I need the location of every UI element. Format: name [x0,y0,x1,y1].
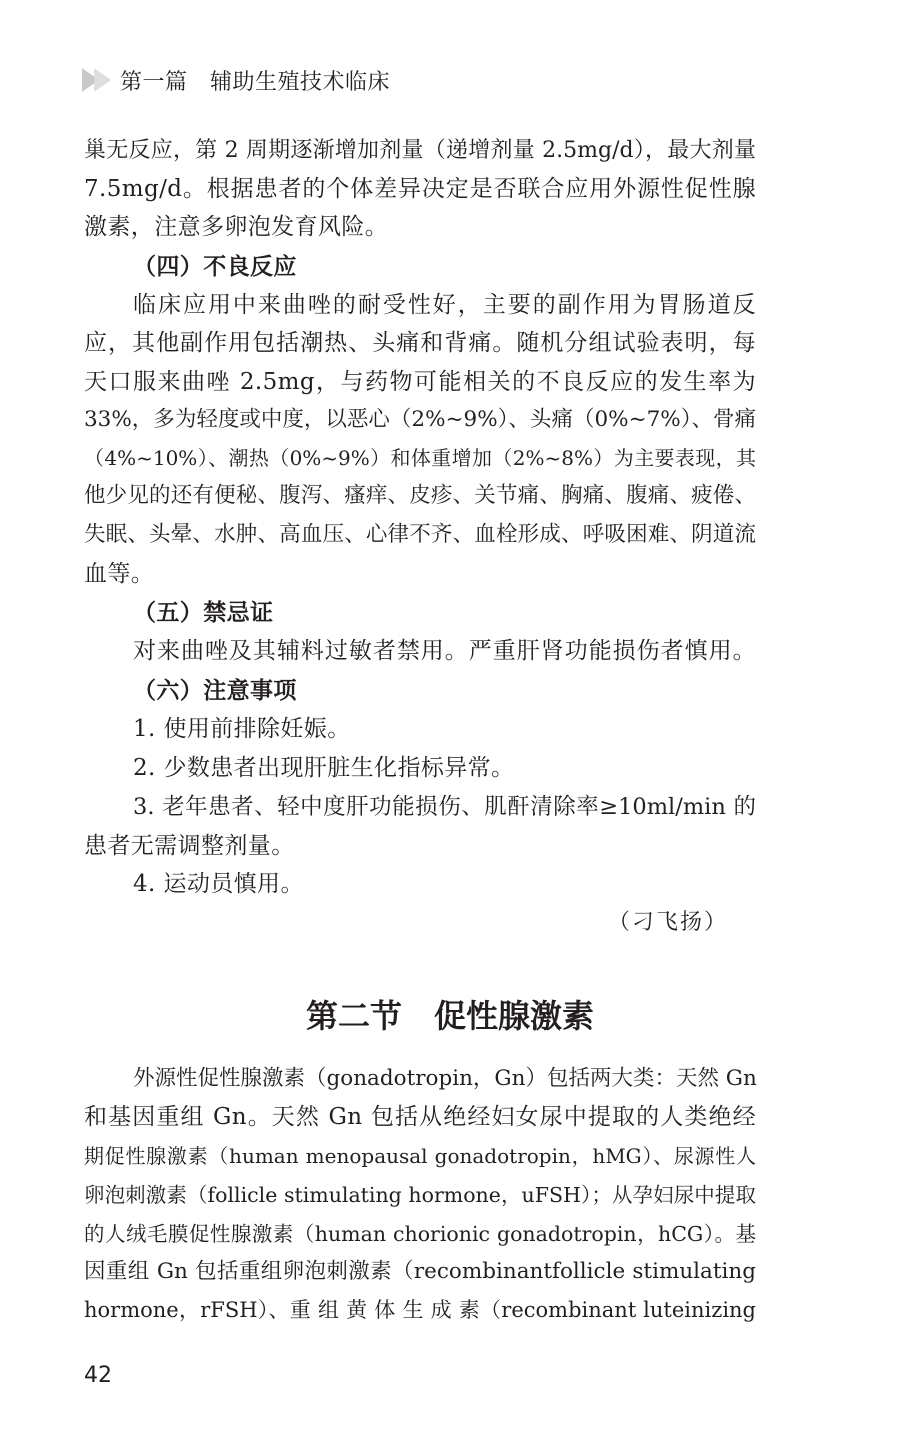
list-item: 1. 使用前排除妊娠。 [133,716,351,742]
list-item: 2. 少数患者出现肝脏生化指标异常。 [133,755,515,781]
section-title: 第二节 促性腺激素 [305,997,594,1035]
running-header [82,62,390,98]
running-title: 第一篇 辅助生殖技术临床 [120,69,391,95]
paragraph-line: 他少见的还有便秘、腹泻、瘙痒、皮疹、关节痛、胸痛、腹痛、疲倦、 [84,483,756,508]
list-item: 4. 运动员慎用。 [133,871,304,897]
paragraph-line: 卵泡刺激素（follicle stimulating hormone，uFSH）；从孕妇尿中提取 [84,1183,756,1207]
paragraph-line: 天口服来曲唑 2.5mg，与药物可能相关的不良反应的发生率为 [84,369,756,395]
list-item-continuation: 患者无需调整剂量。 [84,833,295,859]
paragraph-line: 对来曲唑及其辅料过敏者禁用。严重肝肾功能损伤者慎用。 [133,638,756,664]
paragraph-line: 临床应用中来曲唑的耐受性好，主要的副作用为胃肠道反 [133,292,756,318]
paragraph-line: 应，其他副作用包括潮热、头痛和背痛。随机分组试验表明，每 [84,330,756,356]
paragraph-line: 血等。 [84,561,155,587]
subsection-heading-precautions: （六）注意事项 [133,678,297,704]
paragraph-line: hormone，rFSH）、重 组 黄 体 生 成 素（recombinant luteinizing [84,1298,756,1322]
paragraph-line: 7.5mg/d。根据患者的个体差异决定是否联合应用外源性促性腺 [84,176,756,202]
paragraph-line: 激素，注意多卵泡发育风险。 [84,214,389,240]
paragraph-line: 的人绒毛膜促性腺激素（human chorionic gonadotropin，hCG）。基 [84,1222,756,1246]
paragraph-line: 期促性腺激素（human menopausal gonadotropin，hMG）、尿源性人 [84,1144,756,1168]
double-chevron-icon [82,68,106,92]
paragraph-line: （4%~10%）、潮热（0%~9%）和体重增加（2%~8%）为主要表现，其 [84,446,756,470]
list-item: 3. 老年患者、轻中度肝功能损伤、肌酐清除率≥10ml/min 的 [133,794,756,820]
paragraph-line: 因重组 Gn 包括重组卵泡刺激素（recombinantfollicle stimulating [84,1259,756,1284]
subsection-heading-contraindications: （五）禁忌证 [133,600,274,626]
paragraph-line: 33%，多为轻度或中度，以恶心（2%~9%）、头痛（0%~7%）、骨痛 [84,407,756,432]
subsection-heading-adverse-reactions: （四）不良反应 [133,254,297,280]
paragraph-line: 和基因重组 Gn。天然 Gn 包括从绝经妇女尿中提取的人类绝经 [84,1104,756,1130]
paragraph-line: 巢无反应，第 2 周期逐渐增加剂量（递增剂量 2.5mg/d），最大剂量 [84,138,756,163]
paragraph-line: 失眠、头晕、水肿、高血压、心律不齐、血栓形成、呼吸困难、阴道流 [84,522,756,547]
page-number: 42 [84,1363,112,1388]
paragraph-line: 外源性促性腺激素（gonadotropin，Gn）包括两大类：天然 Gn [133,1066,757,1091]
author-credit: （刁飞扬） [608,910,729,935]
